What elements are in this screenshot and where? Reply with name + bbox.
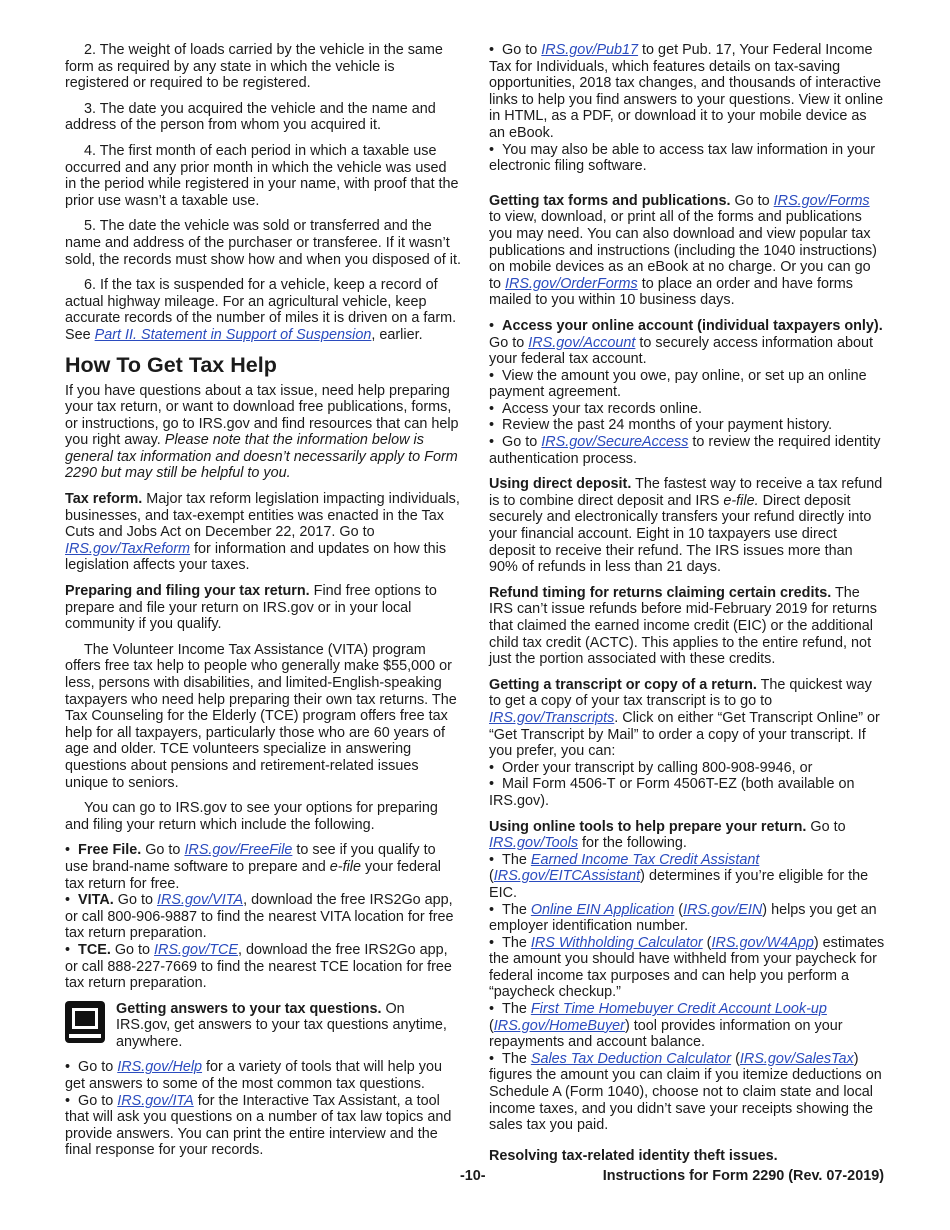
withholding-link[interactable]: IRS Withholding Calculator bbox=[530, 934, 703, 951]
suspension-link[interactable]: Part II. Statement in Support of Suspension bbox=[94, 326, 372, 343]
ita-bullet: • Go to IRS.gov/ITA for the Interactive Tax Assistant, a tool that will ask you questions on a number of tax law topics and provide answers. You can print the entire interview and the final response for your records. bbox=[65, 1093, 461, 1159]
w4app-link[interactable]: IRS.gov/W4App bbox=[711, 934, 814, 951]
record-item-3: 3. The date you acquired the vehicle and the name and address of the person from whom you acquired it. bbox=[65, 100, 436, 134]
transcript-bullet-mail: • Mail Form 4506-T or Form 4506T-EZ (both available on IRS.gov). bbox=[489, 776, 885, 809]
record-item-4: 4. The first month of each period in which a taxable use occurred and any prior month in which the vehicle was used in the period while registered in your name, with proof that the prior use wasn’t a taxable use. bbox=[65, 142, 459, 209]
account-bullet-view: • View the amount you owe, pay online, or set up an online payment agreement. bbox=[489, 368, 885, 401]
vita-bullet: • VITA. Go to IRS.gov/VITA, download the free IRS2Go app, or call 800-906-9887 to find the nearest VITA location for free tax return preparation. bbox=[65, 892, 461, 942]
freefile-link[interactable]: IRS.gov/FreeFile bbox=[184, 842, 293, 859]
answers-text: Getting answers to your tax questions. On IRS.gov, get answers to your tax questions anytime, anywhere. bbox=[116, 1000, 447, 1050]
account-link[interactable]: IRS.gov/Account bbox=[528, 334, 636, 351]
withholding-bullet: • The IRS Withholding Calculator (IRS.gov/W4App) estimates the amount you should have withheld from your paycheck for federal income tax purposes and can help you perform a “paycheck checkup.” bbox=[489, 935, 885, 1001]
direct-deposit-paragraph: Using direct deposit. The fastest way to receive a tax refund is to combine direct deposit and IRS e-file. Direct deposit securely and electronically transfers your refund directly into your financial account. Eight in 10 taxpayers use direct deposit to receive their refund. The IRS issues more than 90% of refunds in less than 21 days. bbox=[489, 476, 883, 576]
answers-tip bbox=[65, 1001, 461, 1051]
tce-bullet: • TCE. Go to IRS.gov/TCE, download the free IRS2Go app, or call 888-227-7669 to find the nearest TCE location for free tax return preparation. bbox=[65, 942, 461, 992]
section-heading: How To Get Tax Help bbox=[65, 352, 277, 377]
ein-bullet: • The Online EIN Application (IRS.gov/EIN) helps you get an employer identification number. bbox=[489, 902, 885, 935]
software-bullet: • You may also be able to access tax law information in your electronic filing software. bbox=[489, 142, 885, 175]
account-bullet-records: • Access your tax records online. bbox=[489, 401, 885, 418]
forms-link[interactable]: IRS.gov/Forms bbox=[773, 192, 870, 209]
ita-link[interactable]: IRS.gov/ITA bbox=[117, 1092, 194, 1109]
tools-link[interactable]: IRS.gov/Tools bbox=[489, 835, 579, 852]
help-link[interactable]: IRS.gov/Help bbox=[117, 1059, 203, 1076]
ein-link[interactable]: Online EIN Application bbox=[530, 901, 675, 918]
orderforms-link[interactable]: IRS.gov/OrderForms bbox=[505, 275, 638, 292]
identity-theft-heading: Resolving tax-related identity theft issues. bbox=[489, 1147, 778, 1164]
salestax-bullet: • The Sales Tax Deduction Calculator (IRS.gov/SalesTax) figures the amount you can claim if you itemize deductions on Schedule A (Form 1040), choose not to claim state and local income taxes, and you didn’t save your receipts showing the sales tax you paid. bbox=[489, 1051, 885, 1134]
preparing-paragraph: Preparing and filing your tax return. Find free options to prepare and file your return on IRS.gov or in your local community if you qualify. bbox=[65, 583, 437, 633]
left-column bbox=[65, 42, 461, 1159]
freefile-bullet: • Free File. Go to IRS.gov/FreeFile to see if you qualify to use brand-name software to prepare and e-file your federal tax return for free. bbox=[65, 842, 461, 892]
salestax-url-link[interactable]: IRS.gov/SalesTax bbox=[739, 1050, 854, 1067]
secureaccess-link[interactable]: IRS.gov/SecureAccess bbox=[541, 434, 689, 451]
transcripts-link[interactable]: IRS.gov/Transcripts bbox=[489, 709, 615, 726]
transcript-bullet-call: • Order your transcript by calling 800-908-9946, or bbox=[489, 760, 885, 777]
record-item-5: 5. The date the vehicle was sold or transferred and the name and address of the purchaser or transferee. If it wasn’t sold, the records must show how and when you disposed of it. bbox=[65, 218, 461, 268]
pub17-link[interactable]: IRS.gov/Pub17 bbox=[541, 42, 639, 58]
tools-paragraph: Using online tools to help prepare your return. Go to IRS.gov/Tools for the following. bbox=[489, 818, 846, 852]
ein-url-link[interactable]: IRS.gov/EIN bbox=[683, 901, 763, 918]
tax-reform-paragraph: Tax reform. Major tax reform legislation impacting individuals, businesses, and tax-exempt entities was enacted in the Tax Cuts and Jobs Act on December 22, 2017. Go to IRS.gov/TaxReform for information and updates on how this legislation affects your taxes. bbox=[65, 491, 460, 574]
transcript-paragraph: Getting a transcript or copy of a return. The quickest way to get a copy of your tax transcript is to go to IRS.gov/Transcripts. Click on either “Get Transcript Online” or “Get Transcript by Mail” to order a copy of your transcript. If you prefer, you can: bbox=[489, 676, 880, 760]
help-bullet: • Go to IRS.gov/Help for a variety of tools that will help you get answers to some of the most common tax questions. bbox=[65, 1059, 461, 1092]
tce-link[interactable]: IRS.gov/TCE bbox=[154, 941, 239, 958]
vita-paragraph: The Volunteer Income Tax Assistance (VITA) program offers free tax help to people who generally make $55,000 or less, persons with disabilities, and limited-English-speaking taxpayers who need help preparing their own tax returns. The Tax Counseling for the Elderly (TCE) program offers free tax help for all taxpayers, particularly those who are 60 years of age and older. TCE volunteers specialize in answering questions about pensions and retirement-related issues unique to seniors. bbox=[65, 641, 457, 791]
secureaccess-bullet: • Go to IRS.gov/SecureAccess to review the required identity authentication process. bbox=[489, 434, 885, 467]
pub17-bullet: • Go to IRS.gov/Pub17 to get Pub. 17, Your Federal Income Tax for Individuals, which features details on tax-saving opportunities, 2018 tax changes, and thousands of interactive links to help you find answers to your questions. View it online in HTML, as a PDF, or download it to your mobile device as an eBook. bbox=[489, 42, 885, 142]
homebuyer-link[interactable]: First Time Homebuyer Credit Account Look-up bbox=[530, 1001, 827, 1018]
refund-timing-paragraph: Refund timing for returns claiming certain credits. The IRS can’t issue refunds before mid-February 2019 for returns that claimed the earned income credit (EIC) or the additional child tax credit (ACTC). This applies to the entire refund, not just the portion associated with these credits. bbox=[489, 584, 877, 668]
account-bullet-history: • Review the past 24 months of your payment history. bbox=[489, 417, 885, 434]
options-paragraph: You can go to IRS.gov to see your options for preparing and filing your return which include the following. bbox=[65, 800, 438, 833]
salestax-link[interactable]: Sales Tax Deduction Calculator bbox=[530, 1050, 732, 1067]
eitc-url-link[interactable]: IRS.gov/EITCAssistant bbox=[493, 868, 641, 885]
homebuyer-url-link[interactable]: IRS.gov/HomeBuyer bbox=[493, 1017, 625, 1034]
vita-link[interactable]: IRS.gov/VITA bbox=[156, 892, 244, 909]
record-item-2: 2. The weight of loads carried by the vehicle in the same form as required by any state in which the vehicle is registered or required to be registered. bbox=[65, 42, 443, 92]
eitc-bullet: • The Earned Income Tax Credit Assistant (IRS.gov/EITCAssistant) determines if you’re eligible for the EIC. bbox=[489, 852, 885, 902]
intro-paragraph: If you have questions about a tax issue, need help preparing your tax return, or want to download free publications, forms, or instructions, go to IRS.gov and find resources that can help you right away. Please note that the information below is general tax information and doesn’t necessarily apply to Form 2290 but may still be helpful to you. bbox=[65, 382, 459, 482]
account-paragraph: • Access your online account (individual taxpayers only). Go to IRS.gov/Account to securely access information about your federal tax account. bbox=[489, 318, 885, 368]
computer-monitor-icon bbox=[65, 1001, 105, 1043]
tax-reform-link[interactable]: IRS.gov/TaxReform bbox=[65, 540, 191, 557]
right-column bbox=[489, 42, 885, 1173]
eitc-link[interactable]: Earned Income Tax Credit Assistant bbox=[530, 851, 760, 868]
record-item-6: 6. If the tax is suspended for a vehicle, keep a record of actual highway mileage. For an agricultural vehicle, keep accurate records of the number of miles it is driven on a farm. See Part II. Statement in Support of Suspension, earlier. bbox=[65, 277, 457, 343]
homebuyer-bullet: • The First Time Homebuyer Credit Account Look-up (IRS.gov/HomeBuyer) tool provides information on your repayments and account balance. bbox=[489, 1001, 885, 1051]
page-number: -10- bbox=[460, 1168, 486, 1184]
form-reference: Instructions for Form 2290 (Rev. 07-2019) bbox=[602, 1168, 884, 1184]
forms-paragraph: Getting tax forms and publications. Go to IRS.gov/Forms to view, download, or print all of the forms and publications you may need. You can also download and view popular tax publications and instructions (including the 1040 instructions) on mobile devices as an eBook at no charge. Or you can go to IRS.gov/OrderForms to place an order and have forms mailed to you within 10 business days. bbox=[489, 192, 877, 309]
